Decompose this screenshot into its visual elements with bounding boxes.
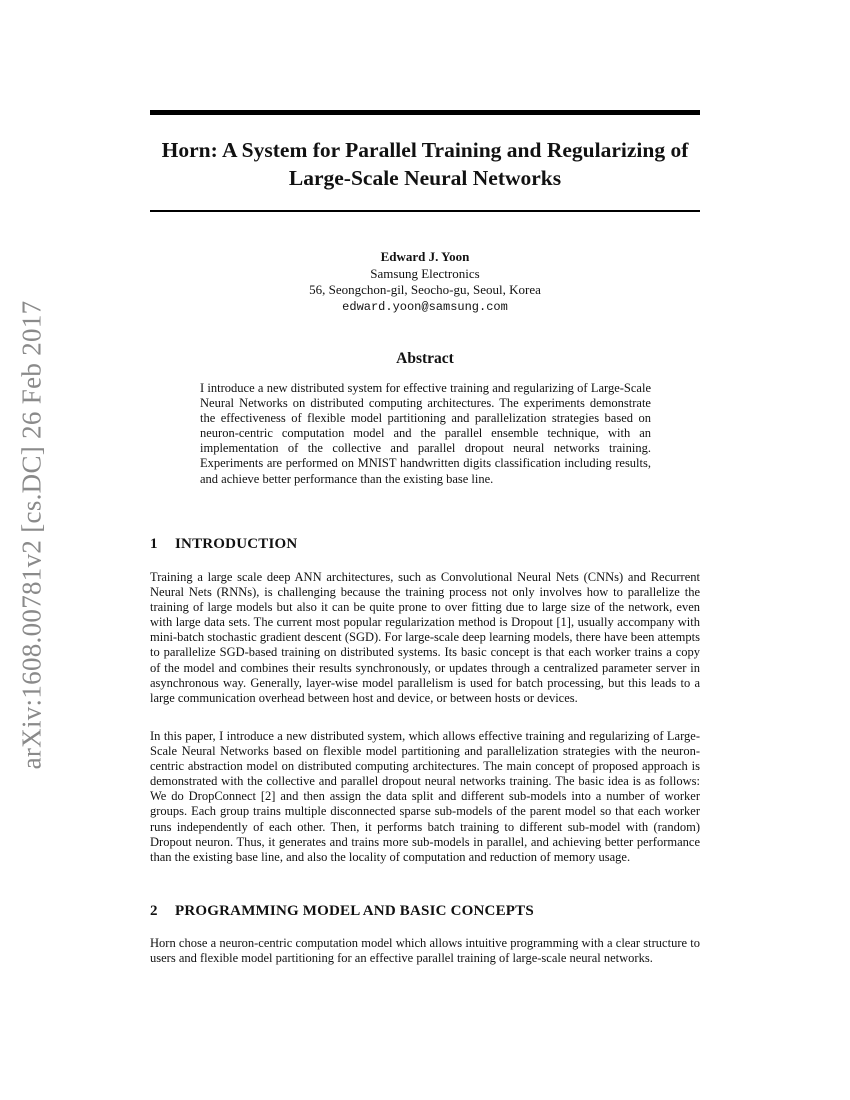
- abstract-text: I introduce a new distributed system for effective training and regularizing of Large-Scale Neural Networks on distributed computing architectures. The experiments demonstrate the effectiveness of flexible model partitioning and parallelization strategies based on neuron-centric computation model and the parallel ensemble technique, with an implementation of the collective and parallel dropout neural networks training. Experiments are performed on MNIST handwritten digits classification including results, and achieve better performance than the existing base line.: [200, 381, 651, 486]
- paper-title: Horn: A System for Parallel Training and Regularizing of Large-Scale Neural Networks: [161, 138, 689, 190]
- section-1-title: INTRODUCTION: [175, 536, 298, 552]
- section-2-heading: [150, 903, 700, 920]
- section-2-title: PROGRAMMING MODEL AND BASIC CONCEPTS: [175, 903, 534, 919]
- title-top-rule: [150, 110, 700, 115]
- section-1-number: 1: [150, 536, 158, 552]
- section-2-paragraph-1: Horn chose a neuron-centric computation model which allows intuitive programming with a clear structure to users and flexible model partitioning for an effective parallel training of large-scale neural networks.: [150, 936, 700, 966]
- arxiv-sidebar-stamp: [10, 295, 54, 775]
- section-2-number: 2: [150, 903, 158, 919]
- title-bottom-rule: [150, 210, 700, 212]
- section-1-heading: [150, 536, 700, 553]
- section-1-paragraph-2: In this paper, I introduce a new distributed system, which allows effective training and regularizing of Large-Scale Neural Networks based on flexible model partitioning and parallelization strategies with the neuron-centric abstraction model on distributed computing architectures. The main concept of proposed approach is demonstrated with the collective and parallel dropout neural networks training. The basic idea is as follows: We do DropConnect [2] and then assign the data split and different sub-models into a number of worker groups. Each group trains multiple disconnected sparse sub-models of the parent model so that each worker runs independently of each other. Then, it performs batch training to different sub-model with (random) Dropout neuron. Thus, it generates and trains more sub-models in parallel, and achieving better performance than the existing base line, and also the locality of computation and reduction of memory usage.: [150, 729, 700, 864]
- author-name: Edward J. Yoon: [380, 249, 470, 264]
- author-email: edward.yoon@samsung.com: [342, 299, 508, 314]
- arxiv-identifier: arXiv:1608.00781v2 [cs.DC] 26 Feb 2017: [16, 300, 47, 770]
- abstract-heading: Abstract: [396, 350, 454, 367]
- author-affiliation: Samsung Electronics: [370, 265, 480, 281]
- section-1-paragraph-1: Training a large scale deep ANN architectures, such as Convolutional Neural Nets (CNNs) and Recurrent Neural Nets (RNNs), is challenging because the training process not only involves how to parallelize the training of large models but also it can be quite prone to over fitting due to large size of the network, even with large data sets. The current most popular regularization method is Dropout [1], usually accompany with mini-batch stochastic gradient descent (SGD). For large-scale deep learning models, there have been attempts to parallelize SGD-based training on distributed systems. Its basic concept is that each worker trains a copy of the model and combines their results synchronously, or updates through a centralized parameter server in asynchronous way. Generally, layer-wise model parallelism is used for batch processing, but this leads to a large communication overhead between host and device, or between hosts or devices.: [150, 570, 700, 705]
- author-block: [150, 249, 700, 315]
- author-address: 56, Seongchon-gil, Seocho-gu, Seoul, Korea: [309, 282, 541, 297]
